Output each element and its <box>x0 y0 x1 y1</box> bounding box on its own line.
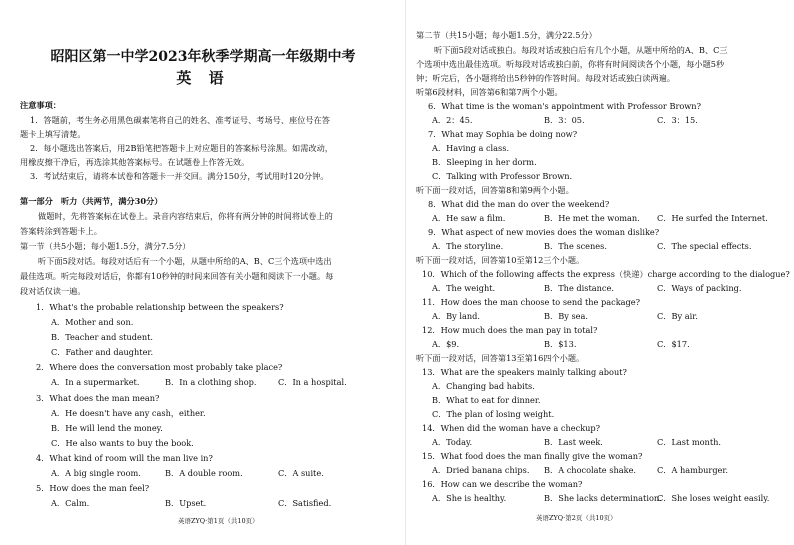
option-12c: C．$17. <box>657 339 690 349</box>
page-footer-1: 英语ZYQ·第1页（共10页） <box>178 517 259 525</box>
option-11a: A．By land. <box>432 311 480 321</box>
option-15c: C．A hamburger. <box>657 465 729 475</box>
option-2a: A．In a supermarket. <box>51 377 140 387</box>
option-16a: A．She is healthy. <box>432 493 507 503</box>
option-2b: B．In a clothing shop. <box>165 377 257 387</box>
page-divider <box>405 0 406 545</box>
question-4: 4．What kind of room will the man live in? <box>36 453 213 463</box>
section1-heading: 第一节（共5小题；每小题1.5分，满分7.5分） <box>20 241 191 251</box>
section2-intro: 个选项中选出最佳选项。听每段对话或独白前，你将有时间阅读各个小题，每小题5秒 <box>416 59 725 69</box>
option-3c: C．He also wants to buy the book. <box>51 438 194 448</box>
option-6a: A．2：45. <box>432 115 473 125</box>
section1-intro: 段对话仅读一遍。 <box>20 286 86 296</box>
option-3a: A．He doesn't have any cash，either. <box>51 408 206 418</box>
option-8a: A．He saw a film. <box>432 213 506 223</box>
option-4a: A．A big single room. <box>51 468 141 478</box>
question-2: 2．Where does the conversation most probably take place? <box>36 362 283 372</box>
option-7b: B．Sleeping in her dorm. <box>432 157 537 167</box>
option-5c: C．Satisfied. <box>278 498 332 508</box>
section2-intro: 钟；听完后，各小题将给出5秒钟的作答时间。每段对话或独白读两遍。 <box>416 73 676 83</box>
option-11c: C．By air. <box>657 311 698 321</box>
lead-8-9: 听下面一段对话，回答第8和第9两个小题。 <box>416 185 574 195</box>
section2-intro: 听下面5段对话或独白。每段对话或独白后有几个小题，从题中所给的A、B、C三 <box>434 45 728 55</box>
option-10c: C．Ways of packing. <box>657 283 742 293</box>
option-5b: B．Upset. <box>165 498 207 508</box>
section2-heading: 第二节（共15小题；每小题1.5分，满分22.5分） <box>416 30 597 40</box>
option-10a: A．The weight. <box>432 283 496 293</box>
option-14b: B．Last week. <box>544 437 603 447</box>
option-13c: C．The plan of losing weight. <box>432 409 555 419</box>
option-1c: C．Father and daughter. <box>51 347 154 357</box>
lead-10-12: 听下面一段对话，回答第10至第12三个小题。 <box>416 255 585 265</box>
notice-line: 2．每小题选出答案后，用2B铅笔把答题卡上对应题目的答案标号涂黑。如需改动， <box>30 143 333 153</box>
section1-intro: 最佳选项。听完每段对话后，你都有10秒钟的时间来回答有关小题和阅读下一小题。每 <box>20 271 334 281</box>
option-16c: C．She loses weight easily. <box>657 493 770 503</box>
notice-heading: 注意事项： <box>20 100 61 110</box>
option-3b: B．He will lend the money. <box>51 423 163 433</box>
option-9a: A．The storyline. <box>432 241 504 251</box>
exam-title: 昭阳区第一中学2023年秋季学期高一年级期中考 <box>50 49 356 65</box>
question-14: 14．When did the woman have a checkup? <box>422 423 601 433</box>
part1-intro: 答案转涂到答题卡上。 <box>20 226 102 236</box>
option-13b: B．What to eat for dinner. <box>432 395 541 405</box>
option-4c: C．A suite. <box>278 468 324 478</box>
question-16: 16．How can we describe the woman? <box>422 479 583 489</box>
question-11: 11．How does the man choose to send the package? <box>422 297 641 307</box>
option-16b: B．She lacks determination. <box>544 493 662 503</box>
question-10: 10．Which of the following affects the express（快递）charge according to the dialogue? <box>422 269 790 279</box>
option-1b: B．Teacher and student. <box>51 332 153 342</box>
question-13: 13．What are the speakers mainly talking about? <box>422 367 627 377</box>
lead-6-7: 听第6段材料，回答第6和第7两个小题。 <box>416 87 563 97</box>
lead-13-16: 听下面一段对话，回答第13至第16四个小题。 <box>416 353 585 363</box>
option-12b: B．$13. <box>544 339 577 349</box>
option-11b: B．By sea. <box>544 311 588 321</box>
option-8b: B．He met the woman. <box>544 213 640 223</box>
option-15b: B．A chocolate shake. <box>544 465 637 475</box>
option-6c: C．3：15. <box>657 115 698 125</box>
notice-line: 1．答题前，考生务必用黑色碳素笔将自己的姓名、准考证号、考场号、座位号在答 <box>30 115 330 125</box>
option-2c: C．In a hospital. <box>278 377 347 387</box>
section1-intro: 听下面5段对话。每段对话后有一个小题，从题中所给的A、B、C三个选项中选出 <box>38 256 332 266</box>
notice-line: 题卡上填写清楚。 <box>20 129 86 139</box>
option-7a: A．Having a class. <box>432 143 510 153</box>
option-9b: B．The scenes. <box>544 241 607 251</box>
question-6: 6．What time is the woman's appointment with Professor Brown? <box>428 101 701 111</box>
left-page <box>8 0 398 545</box>
question-3: 3．What does the man mean? <box>36 393 160 403</box>
page-footer-2: 英语ZYQ·第2页（共10页） <box>536 514 617 522</box>
question-5: 5．How does the man feel? <box>36 483 150 493</box>
notice-line: 3．考试结束后，请将本试卷和答题卡一并交回。满分150分，考试用时120分钟。 <box>30 171 329 181</box>
option-12a: A．$9. <box>432 339 460 349</box>
option-4b: B．A double room. <box>165 468 243 478</box>
option-1a: A．Mother and son. <box>51 317 134 327</box>
subject-title: 英 语 <box>176 69 230 87</box>
option-5a: A．Calm. <box>51 498 90 508</box>
option-14a: A．Today. <box>432 437 473 447</box>
question-15: 15．What food does the man finally give the woman? <box>422 451 643 461</box>
option-8c: C．He surfed the Internet. <box>657 213 768 223</box>
option-7c: C．Talking with Professor Brown. <box>432 171 573 181</box>
option-13a: A．Changing bad habits. <box>432 381 535 391</box>
notice-line: 用橡皮擦干净后，再选涂其他答案标号。在试题卷上作答无效。 <box>20 157 250 167</box>
question-1: 1．What's the probable relationship between the speakers? <box>36 302 284 312</box>
question-8: 8．What did the man do over the weekend? <box>428 199 610 209</box>
part1-intro: 做题时，先将答案标在试卷上。录音内容结束后，你将有两分钟的时间将试卷上的 <box>38 211 333 221</box>
right-page <box>416 0 790 545</box>
question-7: 7．What may Sophia be doing now? <box>428 129 578 139</box>
question-9: 9．What aspect of new movies does the woman dislike? <box>428 227 660 237</box>
option-6b: B．3：05. <box>544 115 585 125</box>
question-12: 12．How much does the man pay in total? <box>422 325 598 335</box>
option-9c: C．The special effects. <box>657 241 752 251</box>
part1-heading: 第一部分 听力（共两节，满分30分） <box>20 196 163 206</box>
option-10b: B．The distance. <box>544 283 614 293</box>
option-14c: C．Last month. <box>657 437 721 447</box>
option-15a: A．Dried banana chips. <box>432 465 530 475</box>
